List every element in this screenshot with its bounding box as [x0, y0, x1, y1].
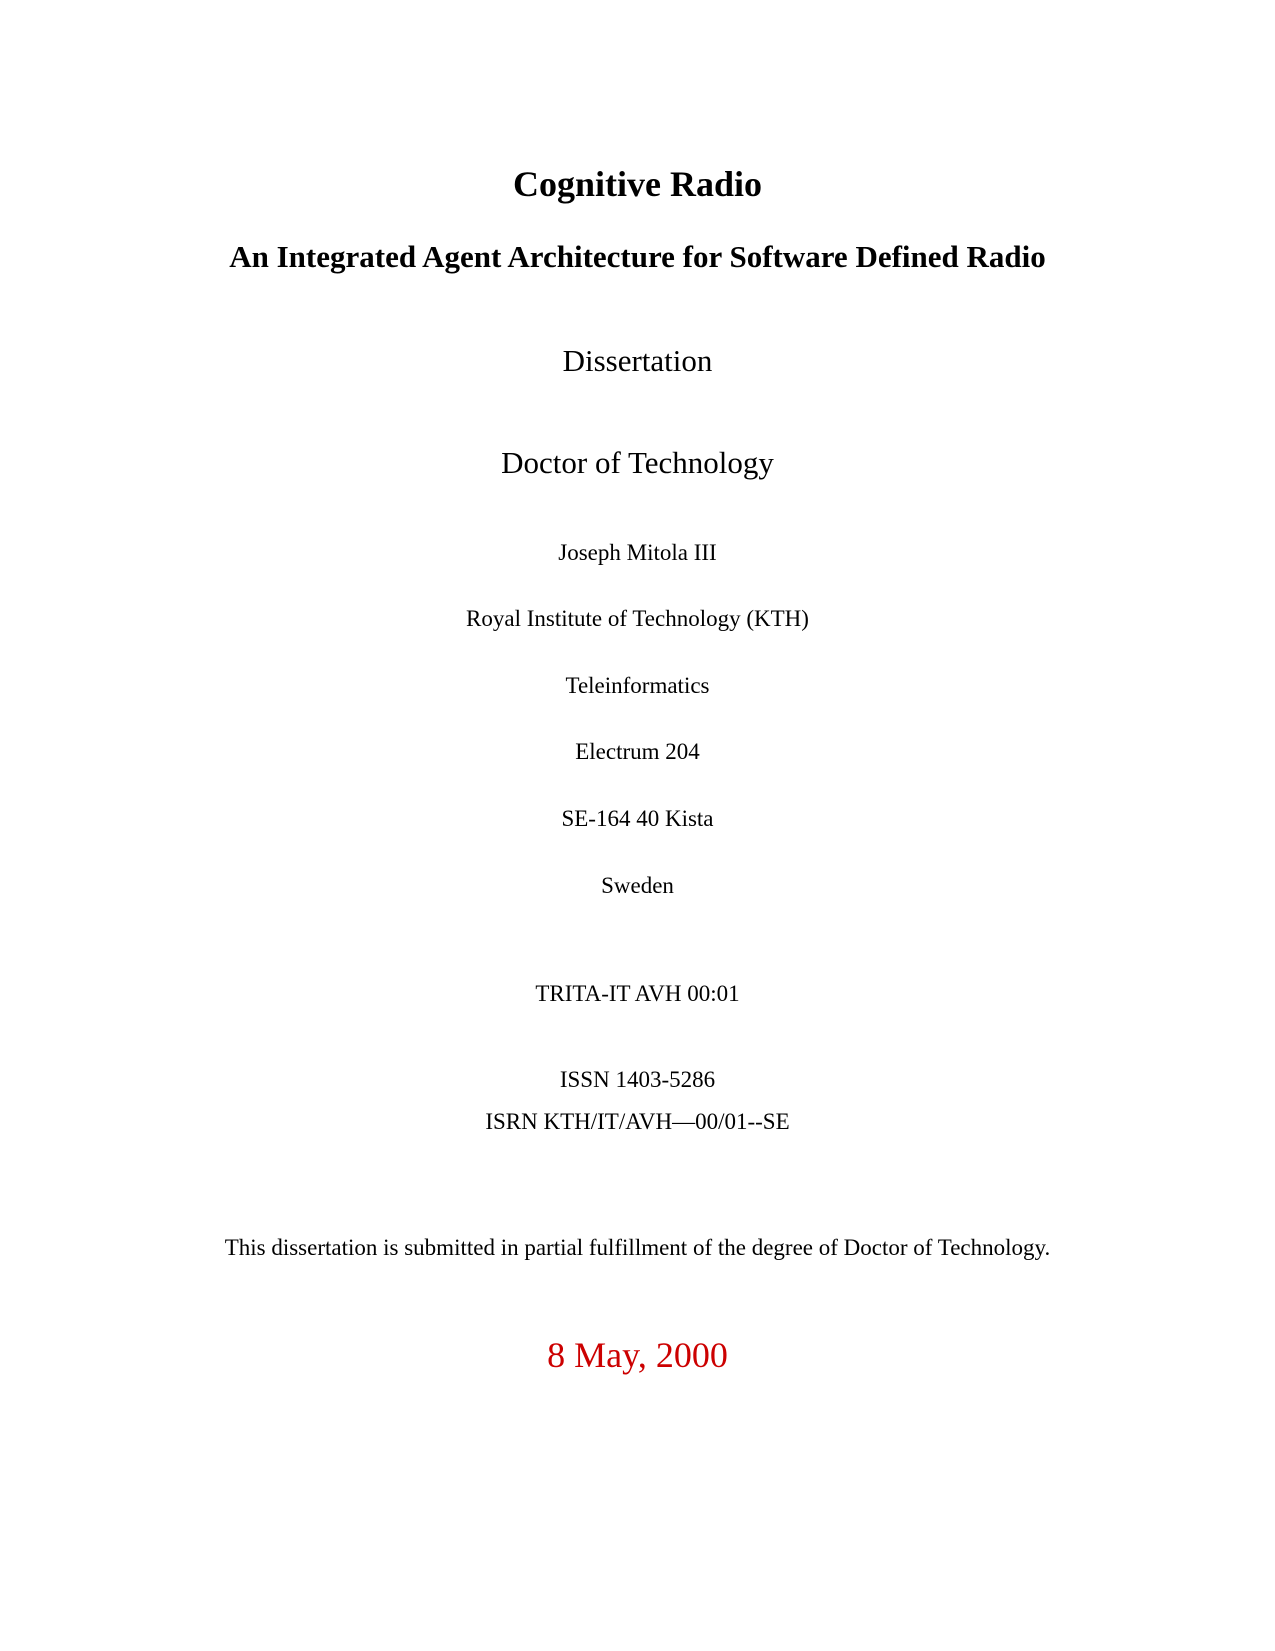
isrn-number: ISRN KTH/IT/AVH—00/01--SE [485, 1109, 790, 1134]
department-name: Teleinformatics [565, 673, 710, 698]
author-name: Joseph Mitola III [558, 540, 717, 565]
degree-name: Doctor of Technology [501, 445, 774, 480]
address-postal: SE-164 40 Kista [561, 806, 714, 831]
document-type: Dissertation [562, 343, 713, 378]
document-subtitle: An Integrated Agent Architecture for Software Defined Radio [229, 239, 1046, 274]
issn-number: ISSN 1403-5286 [559, 1067, 716, 1092]
document-title: Cognitive Radio [512, 164, 762, 204]
submission-date: 8 May, 2000 [547, 1335, 728, 1375]
institution-name: Royal Institute of Technology (KTH) [466, 606, 809, 631]
submission-statement: This dissertation is submitted in partial fulfillment of the degree of Doctor of Technology. [224, 1235, 1051, 1260]
address-building: Electrum 204 [575, 739, 700, 764]
report-identifier: TRITA-IT AVH 00:01 [535, 981, 740, 1006]
address-country: Sweden [601, 873, 674, 898]
